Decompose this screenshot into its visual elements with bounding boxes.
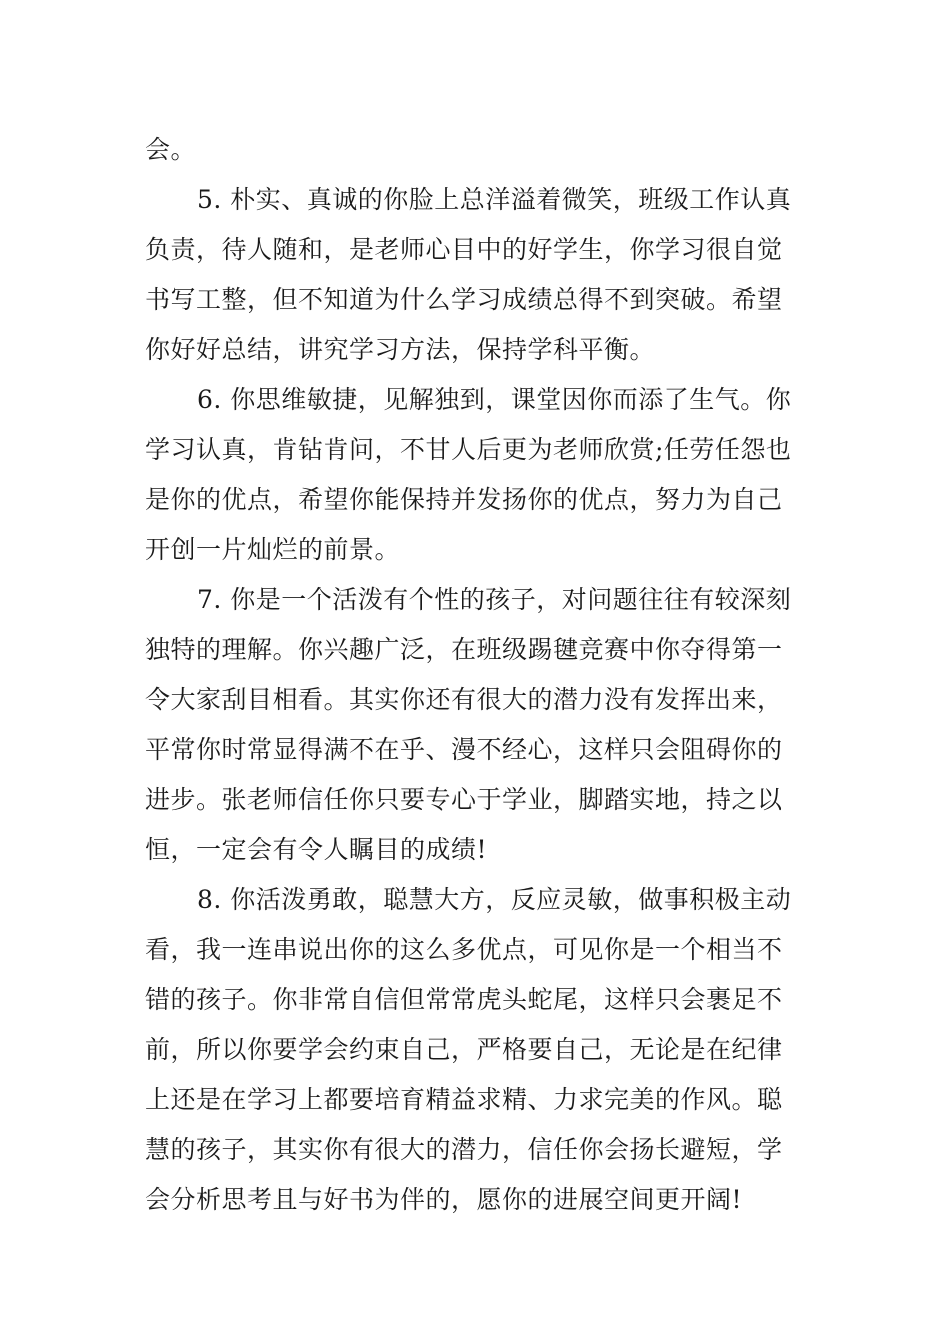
paragraph-5-start: 5. 朴实、真诚的你脸上总洋溢着微笑，班级工作认真 bbox=[197, 185, 792, 214]
text-line: 是你的优点，希望你能保持并发扬你的优点，努力为自己 bbox=[145, 485, 783, 514]
text-line: 开创一片灿烂的前景。 bbox=[145, 535, 401, 564]
text-line: 学习认真，肯钻肯问，不甘人后更为老师欣赏;任劳任怨也 bbox=[145, 435, 792, 464]
text-line: 令大家刮目相看。其实你还有很大的潜力没有发挥出来， bbox=[145, 685, 783, 714]
document-body bbox=[145, 125, 810, 1225]
paragraph-6-start: 6. 你思维敏捷，见解独到，课堂因你而添了生气。你 bbox=[197, 385, 792, 414]
text-line: 前，所以你要学会约束自己，严格要自己，无论是在纪律 bbox=[145, 1035, 783, 1064]
text-line: 上还是在学习上都要培育精益求精、力求完美的作风。聪 bbox=[145, 1085, 783, 1114]
text-line: 负责，待人随和，是老师心目中的好学生，你学习很自觉 bbox=[145, 235, 783, 264]
text-line: 错的孩子。你非常自信但常常虎头蛇尾，这样只会裹足不 bbox=[145, 985, 783, 1014]
text-line: 你好好总结，讲究学习方法，保持学科平衡。 bbox=[145, 335, 656, 364]
text-line: 看，我一连串说出你的这么多优点，可见你是一个相当不 bbox=[145, 935, 783, 964]
text-line: 恒，一定会有令人瞩目的成绩! bbox=[145, 835, 488, 864]
text-line: 会分析思考且与好书为伴的，愿你的进展空间更开阔! bbox=[145, 1185, 743, 1214]
paragraph-8-start: 8. 你活泼勇敢，聪慧大方，反应灵敏，做事积极主动 bbox=[197, 885, 792, 914]
paragraph-7-start: 7. 你是一个活泼有个性的孩子，对问题往往有较深刻 bbox=[197, 585, 792, 614]
text-line: 独特的理解。你兴趣广泛，在班级踢毽竞赛中你夺得第一 bbox=[145, 635, 783, 664]
text-line: 慧的孩子，其实你有很大的潜力，信任你会扬长避短，学 bbox=[145, 1135, 783, 1164]
text-line: 进步。张老师信任你只要专心于学业，脚踏实地，持之以 bbox=[145, 785, 783, 814]
text-line: 平常你时常显得满不在乎、漫不经心，这样只会阻碍你的 bbox=[145, 735, 783, 764]
text-line: 书写工整，但不知道为什么学习成绩总得不到突破。希望 bbox=[145, 285, 783, 314]
text-line: 会。 bbox=[145, 135, 197, 164]
